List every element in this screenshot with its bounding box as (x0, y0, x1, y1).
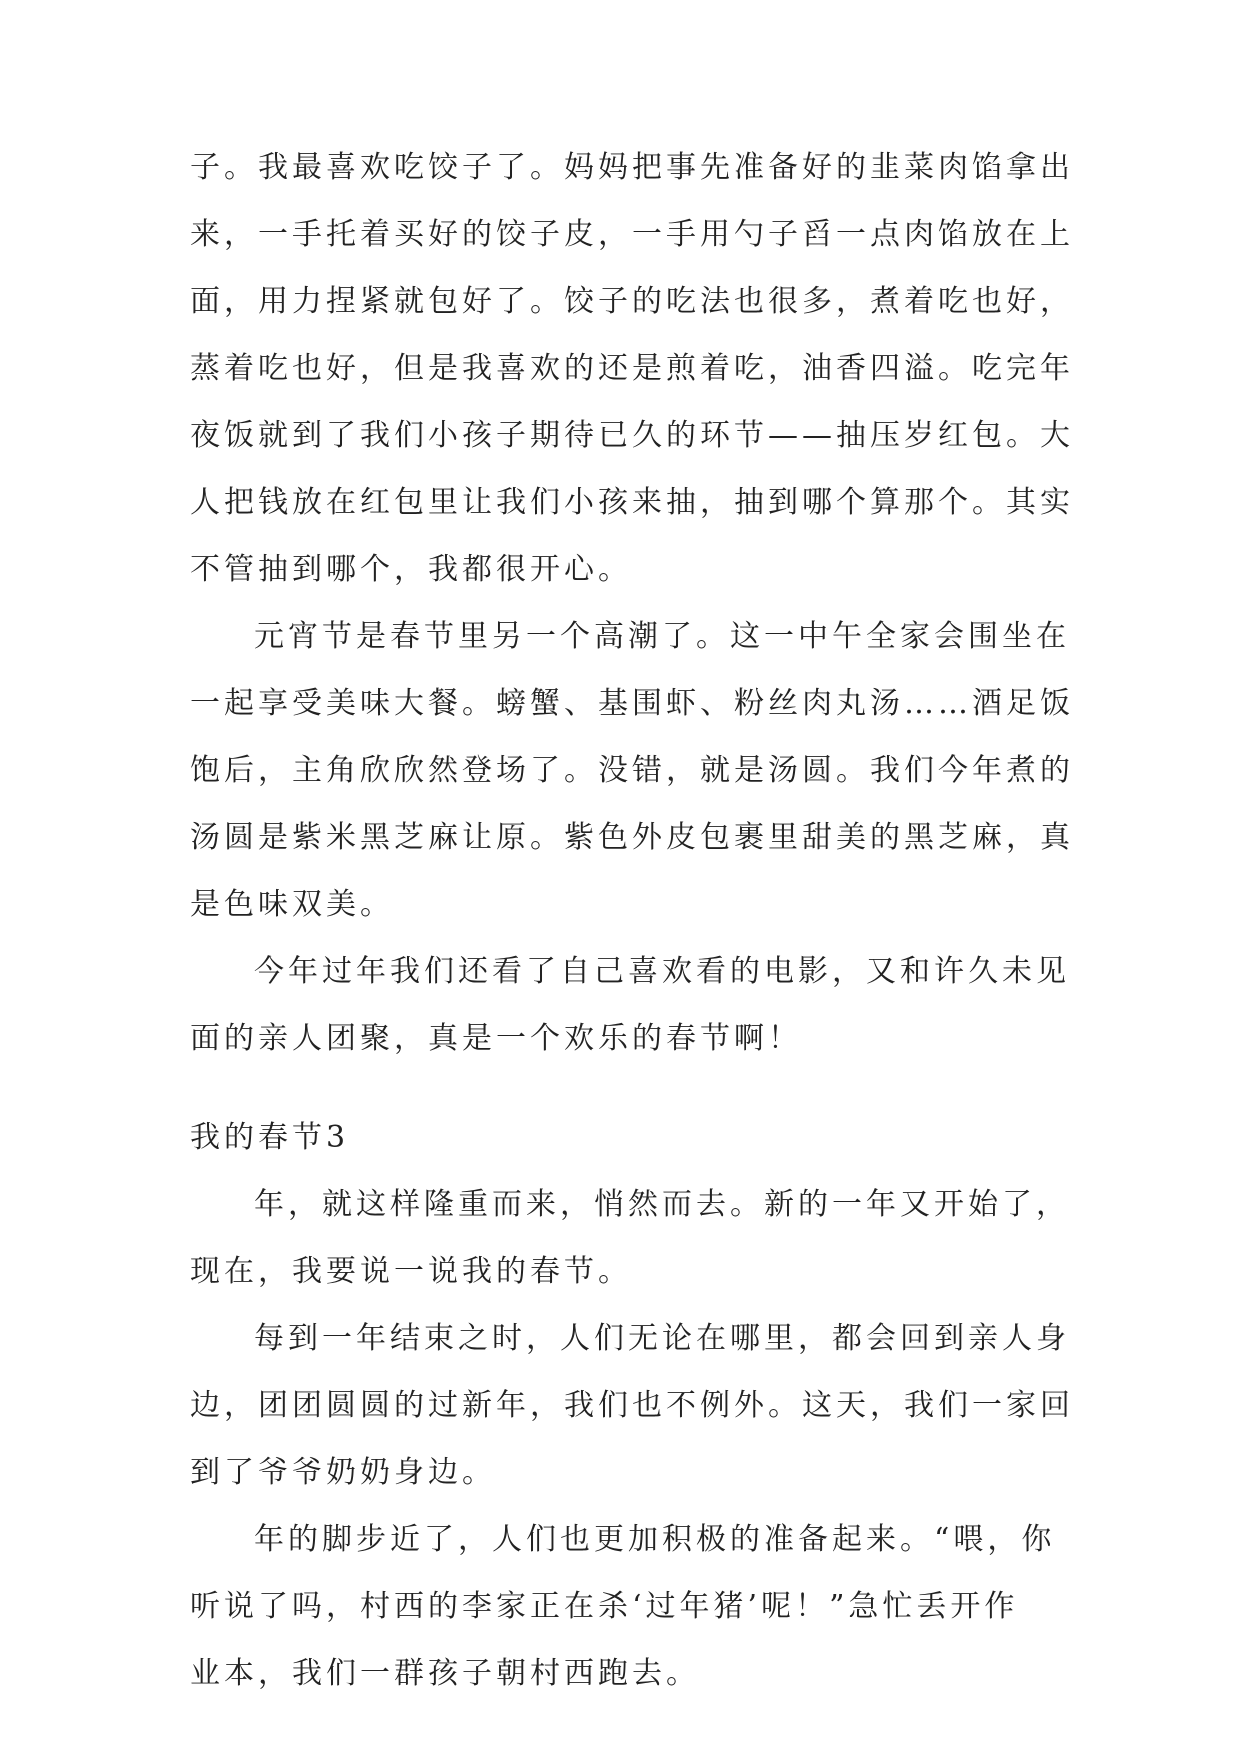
text-line: 汤圆是紫米黑芝麻让原。紫色外皮包裹里甜美的黑芝麻，真 (190, 820, 1074, 855)
section-heading: 我的春节3 (190, 1120, 350, 1155)
paragraph-start-line: 年的脚步近了，人们也更加积极的准备起来。“喂，你 (254, 1522, 1056, 1557)
text-line: 边，团团圆圆的过新年，我们也不例外。这天，我们一家回 (190, 1388, 1074, 1423)
text-line: 子。我最喜欢吃饺子了。妈妈把事先准备好的韭菜肉馅拿出 (190, 150, 1074, 185)
paragraph-start-line: 每到一年结束之时，人们无论在哪里，都会回到亲人身 (254, 1321, 1070, 1356)
text-line: 夜饭就到了我们小孩子期待已久的环节——抽压岁红包。大 (190, 418, 1074, 453)
paragraph-start-line: 今年过年我们还看了自己喜欢看的电影，又和许久未见 (254, 954, 1070, 989)
text-line: 蒸着吃也好，但是我喜欢的还是煎着吃，油香四溢。吃完年 (190, 351, 1074, 386)
text-line: 一起享受美味大餐。螃蟹、基围虾、粉丝肉丸汤……酒足饭 (190, 686, 1074, 721)
text-line: 是色味双美。 (190, 887, 394, 922)
paragraph-start-line: 年，就这样隆重而来，悄然而去。新的一年又开始了， (254, 1187, 1070, 1222)
text-line: 人把钱放在红包里让我们小孩来抽，抽到哪个算那个。其实 (190, 485, 1074, 520)
paragraph-start-line: 元宵节是春节里另一个高潮了。这一中午全家会围坐在 (254, 619, 1070, 654)
text-line: 来，一手托着买好的饺子皮，一手用勺子舀一点肉馅放在上 (190, 217, 1074, 252)
text-line: 到了爷爷奶奶身边。 (190, 1455, 496, 1490)
text-line: 不管抽到哪个，我都很开心。 (190, 552, 632, 587)
text-line: 现在，我要说一说我的春节。 (190, 1254, 632, 1289)
text-line: 面的亲人团聚，真是一个欢乐的春节啊！ (190, 1021, 802, 1056)
text-line: 业本，我们一群孩子朝村西跑去。 (190, 1656, 700, 1691)
text-line: 面，用力捏紧就包好了。饺子的吃法也很多，煮着吃也好， (190, 284, 1074, 319)
text-line: 饱后，主角欣欣然登场了。没错，就是汤圆。我们今年煮的 (190, 753, 1074, 788)
text-line: 听说了吗，村西的李家正在杀‘过年猪’呢！”急忙丢开作 (190, 1589, 1019, 1624)
